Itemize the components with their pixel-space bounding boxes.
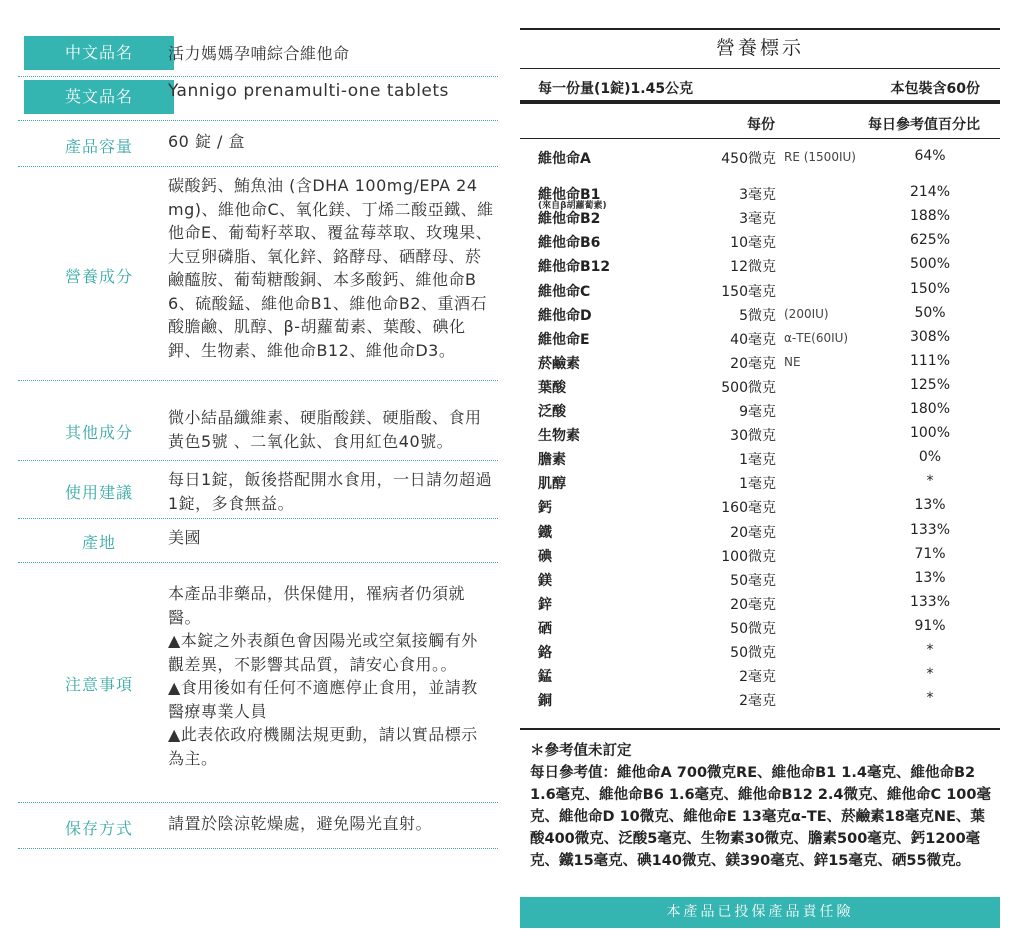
- nutrient-row: [520, 256, 1000, 280]
- nutrient-amount: 1毫克: [739, 476, 776, 493]
- nutrient-name: 鎂: [538, 572, 552, 589]
- value-origin: 美國: [168, 528, 202, 547]
- nutrient-daily-percent: 180%: [909, 401, 951, 417]
- nutrient-daily-percent: 188%: [909, 208, 951, 225]
- nutrient-name: 生物素: [538, 428, 580, 445]
- value-usage: 每日1錠，飯後搭配開水食用，一日請勿超過1錠，多食無益。: [168, 470, 493, 513]
- servings-per-pack: 本包裝含60份: [890, 81, 980, 97]
- value-storage: 請置於陰涼乾燥處，避免陽光直射。: [168, 814, 433, 833]
- nutrient-name: 維他命B2: [538, 211, 601, 228]
- nutrient-daily-percent: *: [926, 690, 934, 707]
- label-nutrients: 營養成分: [64, 267, 133, 286]
- nutrient-amount: 500微克: [721, 379, 776, 396]
- nutrient-daily-percent: *: [926, 473, 934, 490]
- nutrient-unit-note: (200IU): [784, 306, 829, 321]
- nutrient-daily-percent: 0%: [918, 449, 942, 466]
- nutrient-name: 維他命D: [538, 307, 592, 324]
- divider: [18, 802, 498, 803]
- nutrient-daily-percent: 308%: [909, 328, 951, 345]
- nutrient-name: 維他命B12: [538, 259, 611, 276]
- nutrient-amount: 9毫克: [739, 404, 776, 420]
- nutrient-name: 菸鹼素: [538, 355, 580, 372]
- nutrient-daily-percent: 13%: [914, 569, 946, 586]
- nutrient-row: [520, 690, 1000, 714]
- caution-line: ▲此表依政府機關法規更動，請以實品標示為主。: [168, 725, 478, 768]
- nutrient-daily-percent: 133%: [909, 521, 951, 538]
- nutrient-daily-percent: 64%: [914, 148, 946, 164]
- nutrient-name: 維他命A: [538, 151, 591, 167]
- nutrient-name: 鉻: [538, 645, 552, 661]
- nutrient-name: 鋅: [538, 596, 552, 613]
- liability-insurance-banner: 本產品已投保產品責任險: [520, 897, 1000, 928]
- nutrient-name: 鈣: [538, 500, 552, 517]
- nutrient-name: 維他命B6: [538, 235, 601, 252]
- column-per-serving: 每份: [747, 117, 775, 133]
- rule-thick: [520, 100, 1000, 104]
- nutrient-amount: 150毫克: [721, 283, 776, 300]
- footnote-daily-reference: 每日參考值：維他命A 700微克RE、維他命B1 1.4毫克、維他命B2 1.6毫克、維他命B6 1.6毫克、維他命B12 2.4微克、維他命C 100毫克、維他命D 10微克、維他命E 13毫克α-TE、菸鹼素18毫克NE、葉酸400微克、泛酸5毫克、生物素30微克、膽素500毫克、鈣1200毫克、鐵15毫克、碘140微克、鎂390毫克、鋅15毫克、硒55微克。: [530, 765, 991, 869]
- nutrient-amount: 50毫克: [730, 572, 776, 589]
- nutrient-row: [520, 401, 1000, 425]
- nutrient-row: [520, 425, 1000, 449]
- caution-line: 本產品非藥品，供保健用，罹病者仍須就醫。: [168, 584, 466, 627]
- nutrient-amount: 50微克: [730, 645, 776, 661]
- nutrient-amount: 3毫克: [739, 211, 776, 228]
- nutrient-unit-note: α-TE(60IU): [784, 330, 849, 345]
- nutrient-amount: 2毫克: [739, 693, 776, 710]
- label-english-name: 英文品名: [24, 80, 174, 114]
- nutrient-amount: 10毫克: [730, 235, 776, 252]
- nutrient-daily-percent: 150%: [909, 280, 951, 297]
- nutrient-name: 碘: [538, 548, 552, 565]
- value-nutrients: 碳酸鈣、鮪魚油 (含DHA 100mg/EPA 24 mg)、維他命C、氧化鎂、丁烯二酸亞鐵、維他命E、葡萄籽萃取、覆盆莓萃取、玫瑰果、大豆卵磷脂、氧化鋅、鉻酵母、硒酵母、菸鹼醯胺、葡萄糖酸銅、本多酸鈣、維他命B6、硫酸錳、維他命B1、維他命B2、重酒石酸膽鹼、肌醇、β-胡蘿蔔素、葉酸、碘化鉀、生物素、維他命B12、維他命D3。: [168, 176, 494, 360]
- divider: [18, 848, 498, 849]
- nutrient-row: [520, 570, 1000, 594]
- nutrient-row: [520, 449, 1000, 473]
- label-chinese-name: 中文品名: [24, 36, 174, 70]
- value-english-name: Yannigo prenamulti-one tablets: [168, 81, 449, 101]
- nutrient-name: 維他命B1: [538, 187, 601, 204]
- label-storage: 保存方式: [64, 819, 133, 838]
- nutrient-daily-percent: 625%: [909, 232, 951, 249]
- nutrient-amount: 3毫克: [739, 187, 776, 204]
- nutrient-daily-percent: 71%: [914, 545, 946, 562]
- nutrient-daily-percent: 13%: [914, 497, 946, 514]
- divider: [18, 166, 498, 167]
- nutrient-daily-percent: *: [926, 666, 934, 683]
- nutrient-row: [520, 473, 1000, 497]
- nutrient-unit-note: NE: [784, 354, 801, 369]
- nutrient-row: [520, 305, 1000, 329]
- divider: [18, 380, 498, 381]
- rule: [520, 68, 1000, 69]
- nutrient-row: [520, 642, 1000, 666]
- label-origin: 產地: [81, 533, 116, 552]
- nutrient-row: [520, 281, 1000, 305]
- nutrient-row: [520, 594, 1000, 618]
- nutrient-name: 維他命C: [538, 283, 591, 300]
- nutrient-row: [520, 522, 1000, 546]
- nutrient-amount: 20毫克: [730, 355, 776, 372]
- nutrient-amount: 20毫克: [730, 524, 776, 541]
- nutrient-daily-percent: 133%: [909, 593, 951, 610]
- label-caution: 注意事項: [64, 675, 133, 694]
- nutrient-amount: 100微克: [721, 548, 776, 565]
- nutrient-amount: 1毫克: [739, 452, 776, 469]
- caution-line: ▲食用後如有任何不適應停止食用，並請教醫療專業人員: [168, 678, 478, 721]
- label-usage: 使用建議: [64, 483, 133, 502]
- serving-size: 每一份量(1錠)1.45公克: [538, 81, 694, 97]
- nutrient-amount: 450微克: [721, 151, 776, 167]
- column-daily-value: 每日參考值百分比: [868, 117, 980, 133]
- nutrient-row: [520, 232, 1000, 256]
- nutrient-row: [520, 377, 1000, 401]
- divider: [18, 76, 498, 77]
- value-other-ingredients: 微小結晶纖維素、硬脂酸鎂、硬脂酸、食用黃色5號 、二氧化鈦、食用紅色40號。: [168, 408, 482, 451]
- nutrient-amount: 40毫克: [730, 331, 776, 348]
- caution-line: ▲本錠之外表顏色會因陽光或空氣接觸有外觀差異，不影響其品質，請安心食用。。: [168, 631, 478, 674]
- nutrient-amount: 20毫克: [730, 596, 776, 613]
- nutrient-amount: 2毫克: [739, 669, 776, 686]
- nutrient-daily-percent: 214%: [909, 184, 951, 201]
- value-caution: [168, 582, 494, 770]
- nutrient-daily-percent: 100%: [909, 425, 951, 442]
- nutrient-row: [520, 546, 1000, 570]
- label-other-ingredients: 其他成分: [64, 423, 133, 442]
- nutrient-amount: 30微克: [730, 428, 776, 445]
- nutrient-daily-percent: *: [926, 642, 934, 658]
- rule-bottom: [520, 728, 1000, 730]
- nutrient-name: 鐵: [538, 524, 552, 541]
- nutrient-unit-note: RE (1500IU): [784, 150, 856, 164]
- nutrient-daily-percent: 111%: [909, 352, 951, 369]
- rule: [520, 138, 1000, 139]
- nutrient-row: [520, 666, 1000, 690]
- footnote-not-established: ＊參考值未訂定: [530, 743, 632, 759]
- nutrient-amount: 50微克: [730, 620, 776, 637]
- divider: [18, 460, 498, 461]
- nutrient-daily-percent: 50%: [914, 304, 946, 321]
- value-capacity: 60 錠 / 盒: [168, 132, 246, 151]
- nutrient-name: 硒: [538, 620, 552, 637]
- nutrient-name: 銅: [538, 693, 552, 710]
- nutrient-row: [520, 618, 1000, 642]
- nutrient-name: 錳: [538, 669, 552, 686]
- nutrient-row: [520, 208, 1000, 232]
- nutrition-title: 營養標示: [715, 37, 804, 59]
- nutrient-row: [520, 148, 1000, 172]
- nutrient-name: 泛酸: [538, 404, 566, 420]
- nutrient-daily-percent: 500%: [909, 256, 951, 273]
- nutrient-name: 肌醇: [538, 476, 566, 493]
- divider: [18, 518, 498, 519]
- value-chinese-name: 活力媽媽孕哺綜合維他命: [168, 44, 350, 63]
- nutrient-amount: 160毫克: [721, 500, 776, 517]
- nutrient-amount: 5微克: [739, 307, 776, 324]
- nutrient-daily-percent: 125%: [909, 376, 951, 393]
- nutrient-row: [520, 329, 1000, 353]
- beta-carotene-note: (來自β胡蘿蔔素): [538, 201, 607, 211]
- nutrient-row: [520, 353, 1000, 377]
- label-capacity: 產品容量: [64, 137, 133, 156]
- nutrient-daily-percent: 91%: [914, 617, 946, 634]
- nutrient-amount: 12微克: [730, 259, 776, 276]
- divider: [18, 120, 498, 121]
- nutrient-name: 葉酸: [538, 379, 566, 396]
- nutrient-row: [520, 497, 1000, 521]
- nutrient-name: 膽素: [538, 452, 566, 469]
- nutrient-name: 維他命E: [538, 331, 590, 348]
- divider: [18, 562, 498, 563]
